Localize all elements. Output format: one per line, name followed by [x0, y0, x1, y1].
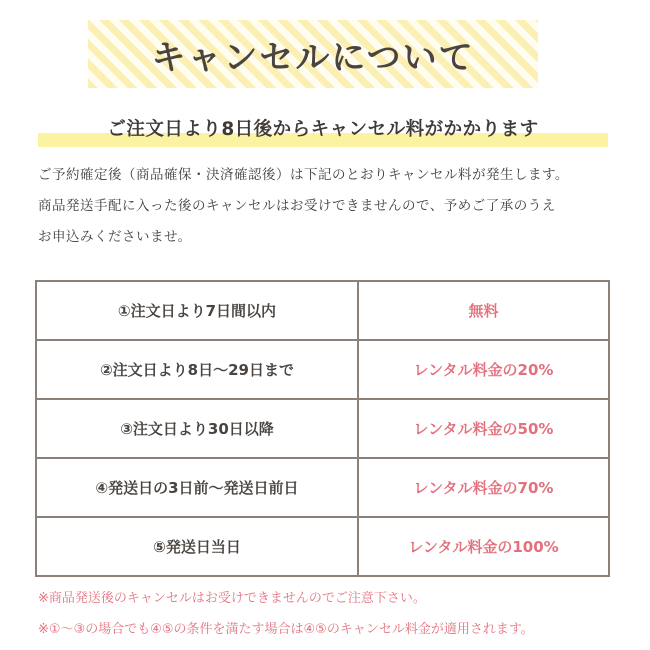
intro-paragraph	[38, 160, 628, 253]
subheading	[38, 113, 608, 147]
intro-line: 商品発送手配に入った後のキャンセルはお受けできませんので、予めご了承のうえ	[38, 198, 556, 214]
intro-line: お申込みくださいませ。	[38, 229, 192, 245]
condition-cell: ①注文日より7日間以内	[36, 281, 358, 340]
intro-line: ご予約確定後（商品確保・決済確認後）は下記のとおりキャンセル料が発生します。	[38, 167, 569, 183]
page-title: キャンセルについて	[151, 37, 475, 78]
note-line: ※商品発送後のキャンセルはお受けできませんのでご注意下さい。	[38, 591, 426, 606]
condition-cell: ⑤発送日当日	[36, 517, 358, 576]
note-line: ※①〜③の場合でも④⑤の条件を満たす場合は④⑤のキャンセル料金が適用されます。	[38, 622, 534, 637]
subheading-text: ご注文日より8日後からキャンセル料がかかります	[107, 119, 539, 140]
title-banner	[88, 20, 538, 88]
cancellation-fee-table	[35, 280, 610, 577]
table-row	[36, 281, 609, 340]
condition-cell: ②注文日より8日〜29日まで	[36, 340, 358, 399]
table-row	[36, 340, 609, 399]
fee-cell: レンタル料金の100%	[358, 517, 609, 576]
condition-cell: ④発送日の3日前〜発送日前日	[36, 458, 358, 517]
notes	[38, 583, 638, 645]
table-row	[36, 517, 609, 576]
fee-cell: レンタル料金の20%	[358, 340, 609, 399]
table-row	[36, 399, 609, 458]
table-row	[36, 458, 609, 517]
condition-cell: ③注文日より30日以降	[36, 399, 358, 458]
fee-cell: 無料	[358, 281, 609, 340]
fee-cell: レンタル料金の70%	[358, 458, 609, 517]
fee-cell: レンタル料金の50%	[358, 399, 609, 458]
